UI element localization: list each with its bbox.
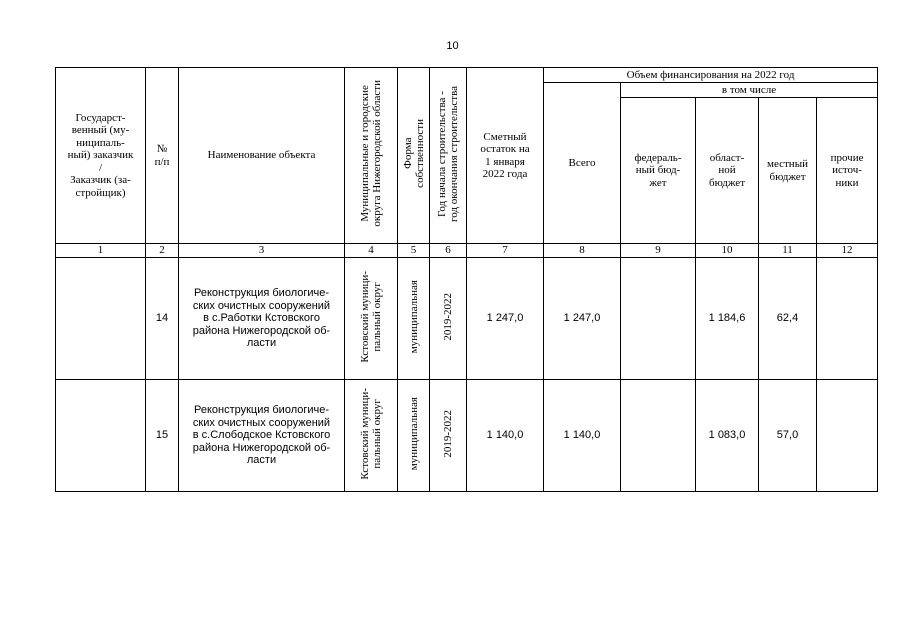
column-number: 8 bbox=[544, 244, 621, 258]
table-row bbox=[56, 258, 878, 380]
row-ownership: муниципальная bbox=[407, 280, 420, 354]
row-customer bbox=[56, 380, 146, 492]
row-object-name: Реконструкция биологиче- ских очистных сооружений в с.Слободское Кстовского района Нижегородской об- ласти bbox=[179, 380, 345, 492]
row-ownership-cell bbox=[398, 380, 430, 492]
row-local: 57,0 bbox=[759, 380, 817, 492]
row-years-cell bbox=[430, 380, 467, 492]
row-ownership-cell bbox=[398, 258, 430, 380]
header-federal: федераль- ный бюд- жет bbox=[621, 98, 696, 244]
header-local: местный бюджет bbox=[759, 98, 817, 244]
financing-table bbox=[55, 67, 878, 492]
header-years-cell bbox=[430, 68, 467, 244]
row-estimate: 1 247,0 bbox=[467, 258, 544, 380]
row-ownership: муниципальная bbox=[407, 397, 420, 471]
row-municipality-cell bbox=[345, 258, 398, 380]
row-federal bbox=[621, 258, 696, 380]
column-number: 11 bbox=[759, 244, 817, 258]
header-municipality: Муниципальные и городские округа Нижегородской области bbox=[359, 80, 383, 228]
row-total: 1 247,0 bbox=[544, 258, 621, 380]
header-including: в том числе bbox=[621, 83, 878, 98]
header-financing: Объем финансирования на 2022 год bbox=[544, 68, 878, 83]
column-number: 3 bbox=[179, 244, 345, 258]
column-number: 10 bbox=[696, 244, 759, 258]
row-num: 14 bbox=[146, 258, 179, 380]
header-ownership: Форма собственности bbox=[401, 119, 426, 189]
header-other: прочие источ- ники bbox=[817, 98, 878, 244]
row-regional: 1 184,6 bbox=[696, 258, 759, 380]
table-row bbox=[56, 380, 878, 492]
row-municipality: Кстовский муници- пальный округ bbox=[359, 270, 383, 363]
row-years: 2019-2022 bbox=[442, 292, 454, 341]
column-number: 7 bbox=[467, 244, 544, 258]
header-estimate: Сметный остаток на 1 января 2022 года bbox=[467, 68, 544, 244]
header-ownership-cell bbox=[398, 68, 430, 244]
column-number: 1 bbox=[56, 244, 146, 258]
header-object-name: Наименование объекта bbox=[179, 68, 345, 244]
header-customer: Государст- венный (му- ниципаль- ный) заказчик / Заказчик (за- стройщик) bbox=[56, 68, 146, 244]
row-years-cell bbox=[430, 258, 467, 380]
row-municipality-cell bbox=[345, 380, 398, 492]
row-customer bbox=[56, 258, 146, 380]
column-number-row bbox=[56, 244, 878, 258]
row-federal bbox=[621, 380, 696, 492]
column-number: 6 bbox=[430, 244, 467, 258]
header-total: Всего bbox=[544, 83, 621, 244]
row-total: 1 140,0 bbox=[544, 380, 621, 492]
header-regional: област- ной бюджет bbox=[696, 98, 759, 244]
column-number: 5 bbox=[398, 244, 430, 258]
page-number: 10 bbox=[446, 40, 459, 52]
header-municipality-cell bbox=[345, 68, 398, 244]
row-estimate: 1 140,0 bbox=[467, 380, 544, 492]
column-number: 9 bbox=[621, 244, 696, 258]
row-other bbox=[817, 380, 878, 492]
row-object-name: Реконструкция биологиче- ских очистных сооружений в с.Работки Кстовского района Нижегородской об- ласти bbox=[179, 258, 345, 380]
row-num: 15 bbox=[146, 380, 179, 492]
row-municipality: Кстовский муници- пальный округ bbox=[359, 387, 383, 480]
row-regional: 1 083,0 bbox=[696, 380, 759, 492]
header-years: Год начала строительства - год окончания строительства bbox=[436, 85, 460, 222]
row-local: 62,4 bbox=[759, 258, 817, 380]
column-number: 4 bbox=[345, 244, 398, 258]
column-number: 12 bbox=[817, 244, 878, 258]
column-number: 2 bbox=[146, 244, 179, 258]
row-years: 2019-2022 bbox=[442, 409, 454, 458]
header-num: № п/п bbox=[146, 68, 179, 244]
row-other bbox=[817, 258, 878, 380]
